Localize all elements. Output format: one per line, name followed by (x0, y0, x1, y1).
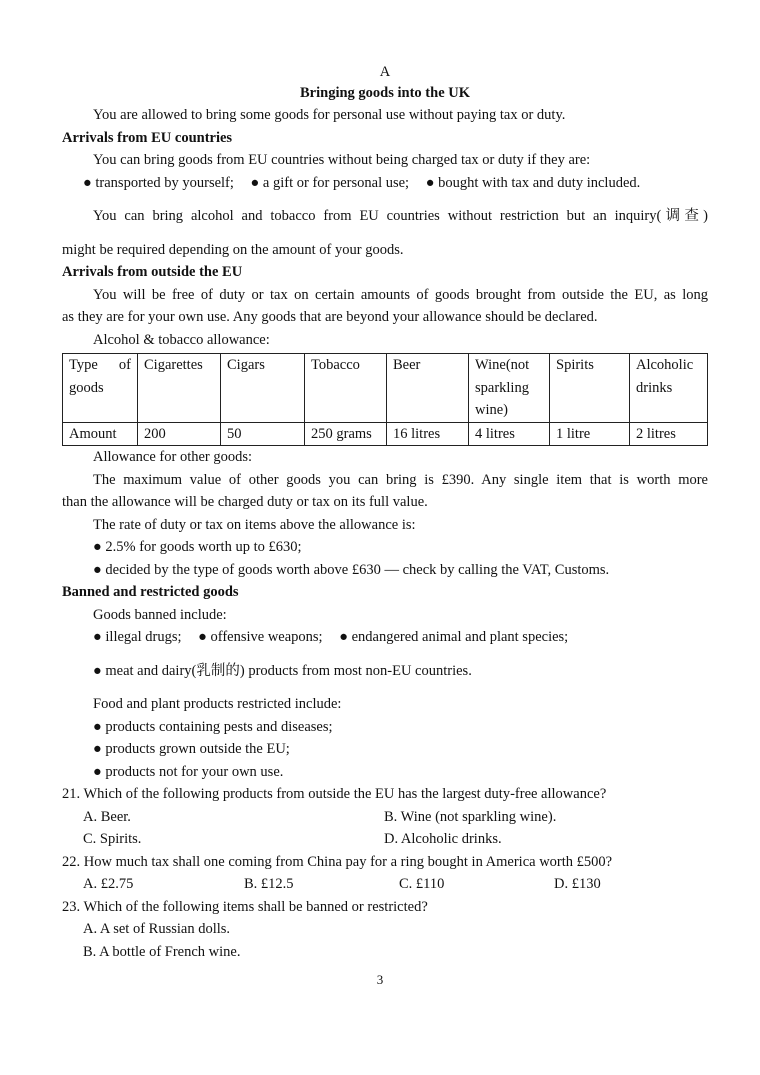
rate-text: The rate of duty or tax on items above the allowance is: (93, 516, 416, 533)
other-goods-text-line1: The maximum value of other goods you can bring is £390. Any single item that is worth more (93, 471, 708, 488)
list-item: ● products containing pests and diseases; (93, 718, 333, 735)
eu-bullet-list (62, 172, 708, 195)
banned-bullet-list (62, 626, 708, 649)
question-21-options (62, 828, 708, 851)
intro-text: You are allowed to bring some goods for personal use without paying tax or duty. (93, 107, 566, 123)
question-22-stem: 22. How much tax shall one coming from China pay for a ring bought in America worth £500? (62, 853, 613, 870)
non-eu-text-line2: as they are for your own use. Any goods that are beyond your allowance should be declared. (62, 309, 598, 325)
restricted-intro: Food and plant products restricted include: (93, 696, 342, 712)
banned-heading: Banned and restricted goods (62, 584, 239, 600)
list-item: ● endangered animal and plant species; (339, 629, 569, 645)
option-c: C. £110 (399, 876, 445, 892)
rate-bullet: ● 2.5% for goods worth up to £630; (93, 539, 302, 555)
table-caption: Alcohol & tobacco allowance: (93, 331, 270, 348)
table-header-cell: Alcoholic drinks (630, 354, 708, 423)
other-goods-heading: Allowance for other goods: (93, 449, 253, 465)
banned-intro: Goods banned include: (93, 606, 227, 623)
table-cell: 200 (138, 422, 221, 446)
eu-alcohol-text-line1: You can bring alcohol and tobacco from EU countries without restriction but an inquiry(调查) (93, 208, 708, 224)
passage-title: Bringing goods into the UK (300, 85, 470, 101)
table-cell: 1 litre (550, 422, 630, 446)
table-cell: 4 litres (469, 422, 550, 446)
document-page (62, 62, 708, 963)
question-21-options (62, 806, 708, 829)
banned-bullet-meat: ● meat and dairy(乳制的) products from most non-EU countries. (93, 662, 472, 679)
option-b: B. Wine (not sparkling wine). (384, 808, 557, 825)
list-item: ● bought with tax and duty included. (425, 174, 641, 191)
option-c: C. Spirits. (83, 831, 142, 847)
question-22-options (62, 873, 708, 896)
list-item: ● products not for your own use. (93, 763, 284, 780)
table-row (63, 422, 708, 446)
non-eu-text-line1: You will be free of duty or tax on certain amounts of goods brought from outside the EU, as long (93, 286, 708, 303)
option-a: A. Beer. (83, 808, 131, 825)
table-cell: Amount (63, 422, 138, 446)
eu-alcohol-text-line2: might be required depending on the amount of your goods. (62, 241, 404, 258)
question-23-stem: 23. Which of the following items shall be banned or restricted? (62, 898, 428, 915)
table-cell: 2 litres (630, 422, 708, 446)
page-number: 3 (376, 972, 384, 987)
option-b: B. A bottle of French wine. (83, 943, 241, 960)
other-goods-text-line2: than the allowance will be charged duty or tax on its full value. (62, 494, 428, 510)
table-cell: 250 grams (305, 422, 387, 446)
option-d: D. £130 (554, 876, 601, 892)
table-header-cell: Beer (387, 354, 469, 423)
rate-bullet: ● decided by the type of goods worth above £630 — check by calling the VAT, Customs. (93, 561, 610, 578)
table-header-cell: Type of goods (63, 354, 138, 423)
list-item: ● products grown outside the EU; (93, 741, 290, 757)
list-item: ● offensive weapons; (198, 629, 323, 645)
question-21-stem: 21. Which of the following products from outside the EU has the largest duty-free allowance? (62, 786, 607, 802)
eu-condition-text: You can bring goods from EU countries without being charged tax or duty if they are: (93, 152, 591, 168)
passage-label: A (379, 64, 391, 80)
table-cell: 16 litres (387, 422, 469, 446)
option-d: D. Alcoholic drinks. (384, 831, 502, 847)
table-header-cell: Tobacco (305, 354, 387, 423)
option-a: A. A set of Russian dolls. (83, 921, 231, 937)
non-eu-heading: Arrivals from outside the EU (62, 264, 243, 280)
list-item: ● illegal drugs; (93, 629, 182, 645)
list-item: ● transported by yourself; (83, 174, 234, 191)
table-row (63, 354, 708, 423)
table-header-cell: Wine(not sparkling wine) (469, 354, 550, 423)
table-header-cell: Spirits (550, 354, 630, 423)
table-header-cell: Cigarettes (138, 354, 221, 423)
list-item: ● a gift or for personal use; (250, 174, 410, 191)
eu-heading: Arrivals from EU countries (62, 129, 233, 146)
table-cell: 50 (221, 422, 305, 446)
option-a: A. £2.75 (83, 876, 134, 892)
allowance-table (62, 353, 708, 446)
table-header-cell: Cigars (221, 354, 305, 423)
option-b: B. £12.5 (244, 876, 294, 892)
